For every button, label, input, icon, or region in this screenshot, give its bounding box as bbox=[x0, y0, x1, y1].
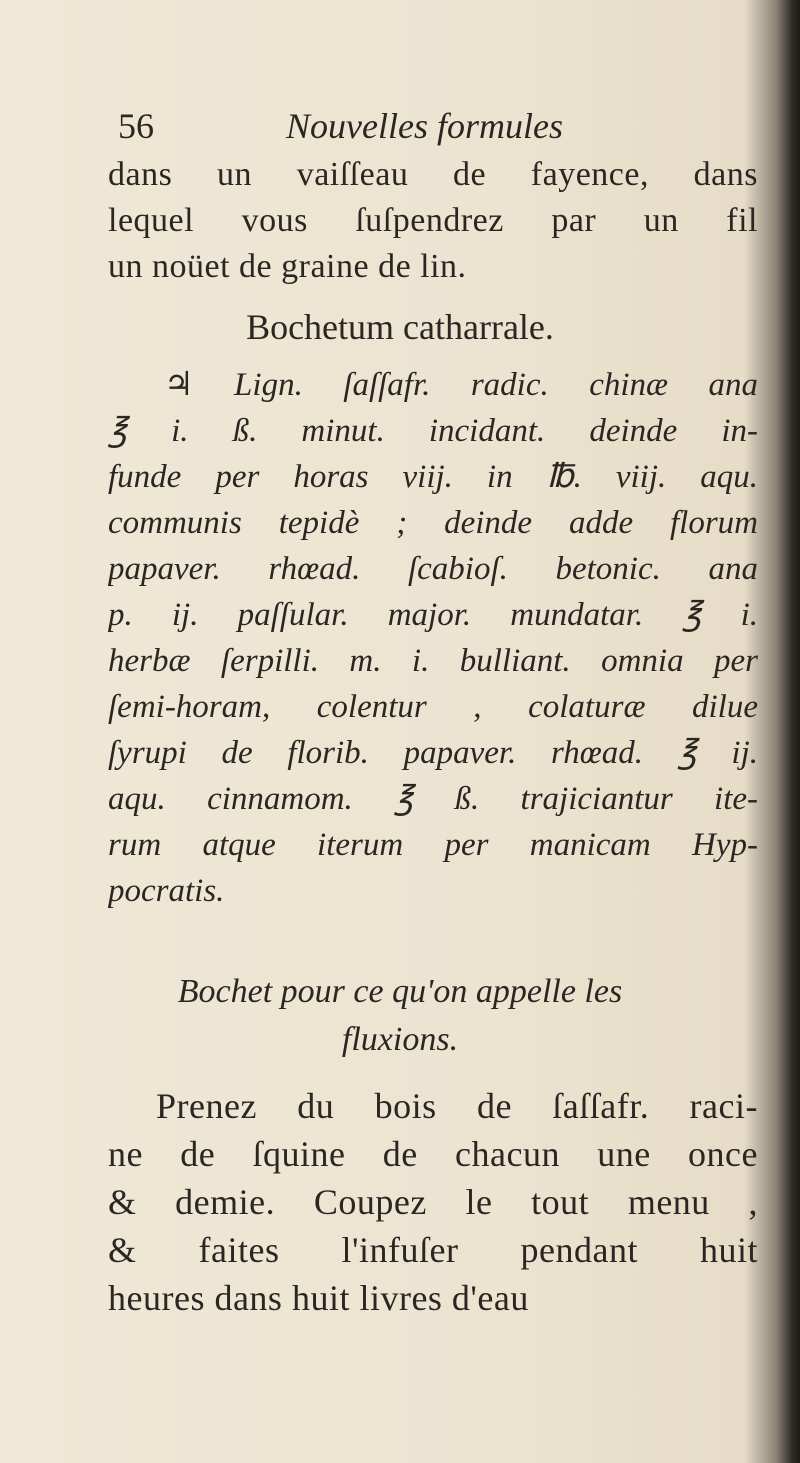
text-line: & faites l'infuſer pendant huit bbox=[108, 1230, 758, 1270]
text-line: funde per horas viij. in ℔. viij. aqu. bbox=[108, 459, 758, 495]
page-number: 56 bbox=[118, 106, 154, 146]
text-line: lequel vous ſuſpendrez par un fil bbox=[108, 202, 758, 239]
text-line: heures dans huit livres d'eau bbox=[108, 1278, 529, 1318]
text-line: ſyrupi de florib. papaver. rhœad. ℥ ij. bbox=[108, 735, 758, 771]
page-header bbox=[118, 104, 758, 148]
french-recipe bbox=[108, 1082, 758, 1322]
text-line: ne de ſquine de chacun une once bbox=[108, 1134, 758, 1174]
text-line: Prenez du bois de ſaſſafr. raci- bbox=[156, 1086, 758, 1126]
text-line: & demie. Coupez le tout menu , bbox=[108, 1182, 758, 1222]
heading-line: fluxions. bbox=[341, 1021, 459, 1058]
text-line: rum atque iterum per manicam Hyp- bbox=[108, 827, 758, 863]
running-title: Nouvelles formules bbox=[286, 106, 563, 146]
intro-paragraph bbox=[108, 152, 758, 290]
latin-recipe bbox=[108, 362, 758, 914]
section-title-bochet-fluxions bbox=[0, 968, 800, 1064]
heading-line: Bochet pour ce qu'on appelle les bbox=[177, 973, 623, 1010]
text-line: dans un vaiſſeau de fayence, dans bbox=[108, 156, 758, 193]
text-line: herbæ ſerpilli. m. i. bulliant. omnia per bbox=[108, 643, 758, 679]
section-title-bochetum: Bochetum catharrale. bbox=[246, 307, 554, 347]
text-line: communis tepidè ; deinde adde florum bbox=[108, 505, 758, 541]
text-line: ♃ Lign. ſaſſafr. radic. chinæ ana bbox=[164, 367, 758, 403]
text-line: pocratis. bbox=[108, 873, 225, 909]
text-line: papaver. rhœad. ſcabioſ. betonic. ana bbox=[108, 551, 758, 587]
text-line: aqu. cinnamom. ℥ ß. trajiciantur ite- bbox=[108, 781, 758, 817]
text-line: ſemi-horam, colentur , colaturæ dilue bbox=[108, 689, 758, 725]
text-line: un noüet de graine de lin. bbox=[108, 248, 467, 285]
text-line: ℥ i. ß. minut. incidant. deinde in- bbox=[108, 413, 758, 449]
text-line: p. ij. paſſular. major. mundatar. ℥ i. bbox=[108, 597, 758, 633]
